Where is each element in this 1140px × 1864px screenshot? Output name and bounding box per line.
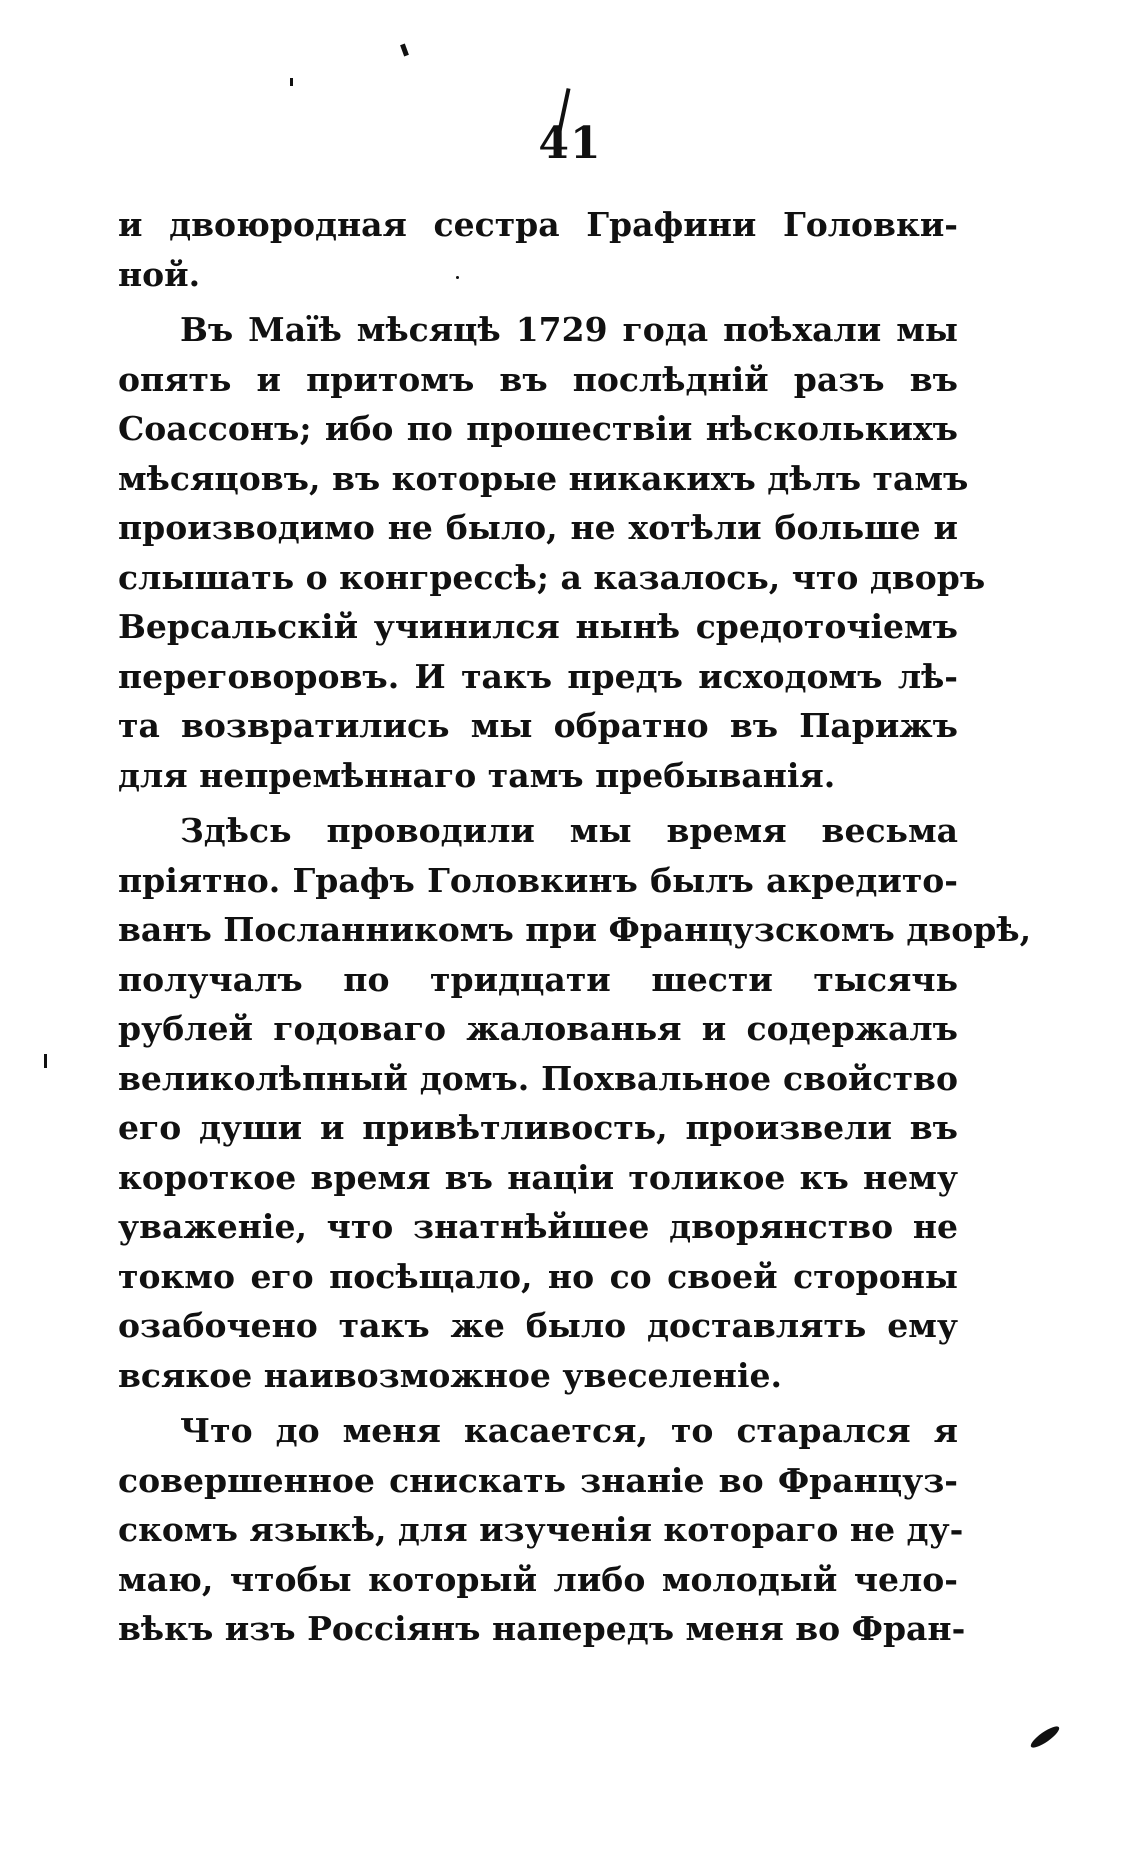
text-line: та возвратились мы обратно въ Парижъ	[118, 706, 958, 745]
text-line: всякое наивозможное увеселеніе.	[118, 1355, 782, 1395]
text-line: маю, чтобы который либо молодый чело-	[118, 1559, 958, 1599]
text-line: великолѣпный домъ. Похвальное свойство	[118, 1058, 958, 1098]
text-line: для непремѣннаго тамъ пребыванія.	[118, 755, 836, 795]
body-text	[118, 200, 1032, 1654]
text-line: ванъ Посланникомъ при Французскомъ дворѣ,	[118, 910, 1032, 949]
text-line: короткое время въ націи толикое къ нему	[118, 1157, 958, 1197]
paragraph-first-line: Въ Маїѣ мѣсяцѣ 1729 года поѣхали мы	[180, 310, 958, 349]
text-line: совершенное снискать знаніе во Француз-	[118, 1460, 958, 1500]
text-line: переговоровъ. И такъ предъ исходомъ лѣ-	[118, 656, 958, 696]
text-line: пріятно. Графъ Головкинъ былъ акредито-	[118, 860, 958, 900]
ink-speck	[290, 78, 293, 86]
text-line: озабочено такъ же было доставлять ему	[118, 1306, 958, 1345]
text-line: скомъ языкѣ, для изученія котораго не ду-	[118, 1510, 964, 1549]
text-line: его души и привѣтливость, произвели въ	[118, 1108, 958, 1147]
text-line: получалъ по тридцати шести тысячь	[118, 959, 958, 999]
text-line: опять и притомъ въ послѣдній разъ въ	[118, 359, 958, 399]
paragraph-first-line: Здѣсь проводили мы время весьма	[180, 811, 958, 850]
text-line: производимо не было, не хотѣли больше и	[118, 508, 958, 547]
ink-speck	[400, 44, 409, 57]
text-line: вѣкъ изъ Россіянъ напередъ меня во Фран-	[118, 1609, 966, 1648]
text-line: рублей годоваго жалованья и содержалъ	[118, 1009, 958, 1048]
text-line: и двоюродная сестра Графини Головки-	[118, 205, 958, 244]
ink-smudge	[1028, 1723, 1062, 1751]
text-line: уваженіе, что знатнѣйшее дворянство не	[118, 1207, 958, 1246]
text-line: Версальскій учинился нынѣ средоточіемъ	[118, 607, 958, 646]
text-line: Соассонъ; ибо по прошествіи нѣсколькихъ	[118, 409, 958, 448]
paragraph-first-line: Что до меня касается, то старался я	[180, 1411, 958, 1450]
text-line: ной.	[118, 254, 201, 294]
ink-speck	[44, 1054, 47, 1068]
page-number: 41	[538, 118, 602, 169]
text-line: слышать о конгрессѣ; а казалось, что дворъ	[118, 557, 986, 597]
text-line: мѣсяцовъ, въ которые никакихъ дѣлъ тамъ	[118, 458, 969, 498]
text-line: токмо его посѣщало, но со своей стороны	[118, 1256, 958, 1296]
